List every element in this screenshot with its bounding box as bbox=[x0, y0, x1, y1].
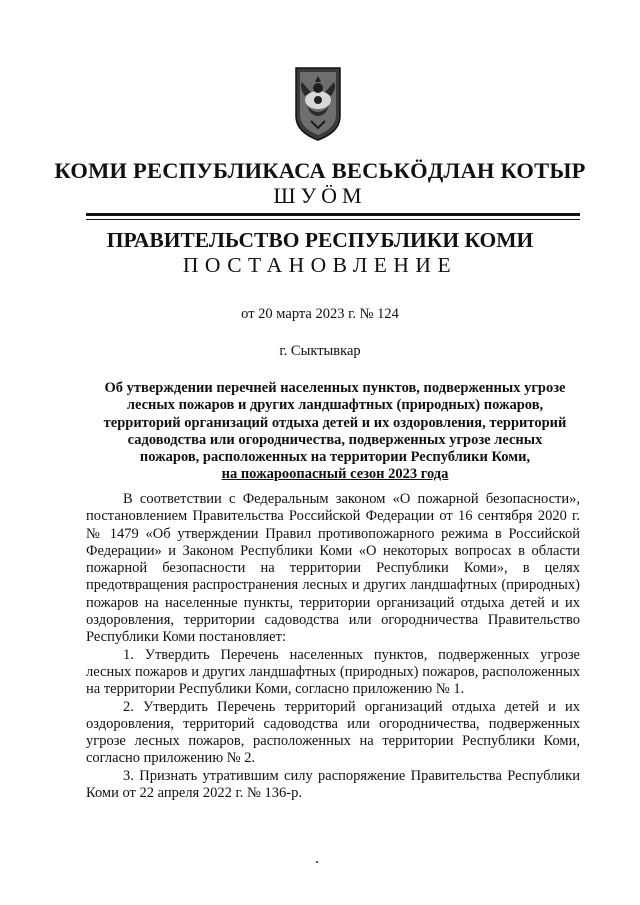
document-city: г. Сыктывкар bbox=[279, 343, 361, 359]
document-date-number: от 20 марта 2023 г. № 124 bbox=[241, 306, 399, 322]
body-paragraph: 1. Утвердить Перечень населенных пунктов, подверженных угрозе лесных пожаров и других ландшафтных (природных) пожаров, расположенных на территории Республики Коми, согласно приложению № 1. bbox=[86, 646, 580, 698]
document-title bbox=[100, 380, 570, 484]
body-paragraph: 2. Утвердить Перечень территорий организаций отдыха детей и их оздоровления, территорий садоводства или огородничества, подверженных угрозе лесных пожаров, расположенных на территории Республики Коми, согласно приложению № 2. bbox=[86, 698, 580, 767]
body-paragraph: 3. Признать утратившим силу распоряжение Правительства Республики Коми от 22 апреля 2022 г. № 136-р. bbox=[86, 767, 580, 802]
coat-of-arms-komi-icon bbox=[293, 66, 343, 142]
body-paragraph: В соответствии с Федеральным законом «О пожарной безопасности», постановлением Правительства Российской Федерации от 16 сентября 2020 г. № 1479 «Об утверждении Правил противопожарного режима в Российской Федерации» и Законом Республики Коми «О некоторых вопросах в области пожарной безопасности на территории Республики Коми», в целях предотвращения распространения лесных и других ландшафтных (природных) пожаров на населенные пункты, территории организаций отдыха детей и их оздоровления, территории садоводства или огородничества Правительство Республики Коми постановляет: bbox=[86, 491, 580, 646]
header-divider-thick bbox=[86, 213, 580, 216]
scan-speck bbox=[316, 861, 318, 863]
document-title-main: Об утверждении перечней населенных пунктов, подверженных угрозе лесных пожаров и других ландшафтных (природных) пожаров, территорий организаций отдыха детей и их оздоровления, территорий садоводства или огородничества, подверженных угрозе лесных пожаров, расположенных на территории Республики Коми, bbox=[103, 380, 567, 466]
government-title: ПРАВИТЕЛЬСТВО РЕСПУБЛИКИ КОМИ bbox=[106, 228, 534, 252]
document-title-underlined: на пожароопасный сезон 2023 года bbox=[221, 466, 449, 483]
komi-document-type: ШУӦМ bbox=[273, 183, 367, 208]
document-body bbox=[86, 491, 580, 802]
document-type: ПОСТАНОВЛЕНИЕ bbox=[182, 253, 458, 277]
komi-government-title: КОМИ РЕСПУБЛИКАСА ВЕСЬКӦДЛАН КОТЫР bbox=[54, 158, 586, 183]
header-divider-thin bbox=[86, 219, 580, 220]
